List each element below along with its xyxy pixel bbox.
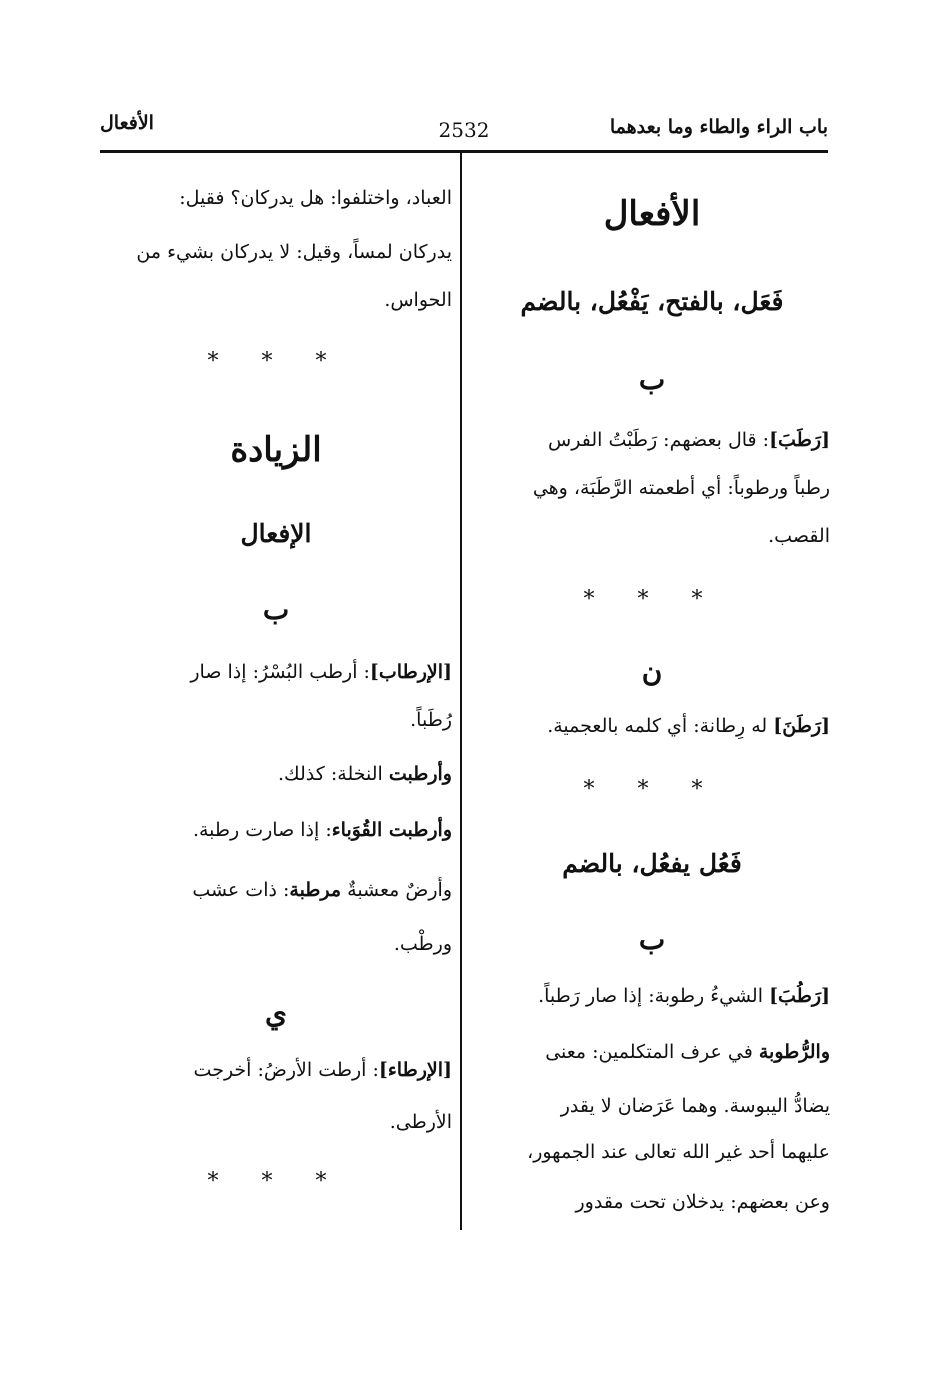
- entry-ratub: [474, 982, 830, 1010]
- entry-text: : قال بعضهم: رَطَبْتُ الفرس: [548, 429, 770, 451]
- entry-line: رُطَباً.: [410, 709, 452, 731]
- entry-ratan: [474, 712, 830, 740]
- entry-line: العباد، واختلفوا: هل يدركان؟ فقيل:: [179, 187, 452, 209]
- verb-pattern-heading: فَعُل يفعُل، بالضم: [562, 849, 742, 878]
- letter-heading-n: ن: [641, 655, 663, 688]
- entry-term: وأرطبت القُوَباء: [331, 819, 452, 841]
- letter-heading-b: ب: [638, 923, 666, 956]
- section-heading: الأفعال: [603, 194, 701, 234]
- entry-term: مرطبة: [289, 879, 342, 901]
- entry-text: له رِطانة: أي كلمه بالعجمية.: [547, 715, 768, 737]
- letter-heading-y: ي: [265, 997, 287, 1030]
- section-separator: * * *: [583, 777, 721, 802]
- entry-ard: [100, 876, 452, 904]
- entry-term: وأرطبت: [388, 763, 452, 785]
- entry-text: في عرف المتكلمين: معنى: [545, 1041, 753, 1063]
- entry-qawba: [100, 816, 452, 844]
- section-separator: * * *: [207, 1169, 345, 1194]
- entry-text: وأرضٌ معشبةٌ: [347, 879, 452, 901]
- section-separator: * * *: [583, 587, 721, 612]
- entry-line: وعن بعضهم: يدخلان تحت مقدور: [575, 1191, 830, 1213]
- entry-irta: [100, 1056, 452, 1084]
- header-rule: [100, 150, 828, 153]
- entry-term: [الإرطاء]: [378, 1059, 452, 1081]
- entry-ratab: [474, 426, 830, 454]
- verb-pattern-heading: فَعَل، بالفتح، يَفْعُل، بالضم: [520, 287, 784, 316]
- entry-irtab: [100, 658, 452, 686]
- letter-heading-b: ب: [262, 593, 290, 626]
- entry-text: : أرطب البُسْرُ: إذا صار: [190, 661, 370, 683]
- entry-term: والرُّطوبة: [758, 1041, 830, 1063]
- section-separator: * * *: [207, 349, 345, 374]
- entry-line: ورطْب.: [393, 933, 452, 955]
- entry-line: الأرطى.: [389, 1111, 452, 1133]
- entry-text: الشيءُ رطوبة: إذا صار رَطباً.: [538, 985, 764, 1007]
- section-heading: الزيادة: [230, 430, 322, 470]
- entry-term: [الإرطاب]: [369, 661, 452, 683]
- entry-text: : ذات عشب: [192, 879, 290, 901]
- column-divider: [460, 153, 462, 1230]
- entry-rutuba: [474, 1038, 830, 1066]
- section-title: الأفعال: [100, 112, 154, 134]
- entry-line: رطباً ورطوباً: أي أطعمته الرَّطَبَة، وهي: [532, 477, 830, 499]
- entry-term: [رَطُبَ]: [769, 985, 830, 1007]
- entry-term: [رَطَبَ]: [769, 429, 830, 451]
- chapter-title: باب الراء والطاء وما بعدهما: [609, 116, 828, 138]
- entry-term: [رَطَنَ]: [773, 715, 830, 737]
- entry-text: النخلة: كذلك.: [277, 763, 383, 785]
- page-number: 2532: [438, 118, 490, 142]
- entry-line: عليهما أحد غير الله تعالى عند الجمهور،: [527, 1141, 830, 1163]
- letter-heading-b: ب: [638, 363, 666, 396]
- entry-text: : أرطت الأرضُ: أخرجت: [193, 1059, 379, 1081]
- entry-line: يضادُّ اليبوسة. وهما عَرَضان لا يقدر: [560, 1095, 830, 1117]
- entry-line: يدركان لمساً، وقيل: لا يدركان بشيء من: [136, 241, 452, 263]
- verb-form-heading: الإفعال: [240, 519, 312, 548]
- entry-nakhla: [100, 760, 452, 788]
- entry-text: : إذا صارت رطبة.: [192, 819, 332, 841]
- entry-line: الحواس.: [384, 289, 452, 311]
- entry-line: القصب.: [768, 525, 830, 547]
- page-header: [100, 108, 828, 152]
